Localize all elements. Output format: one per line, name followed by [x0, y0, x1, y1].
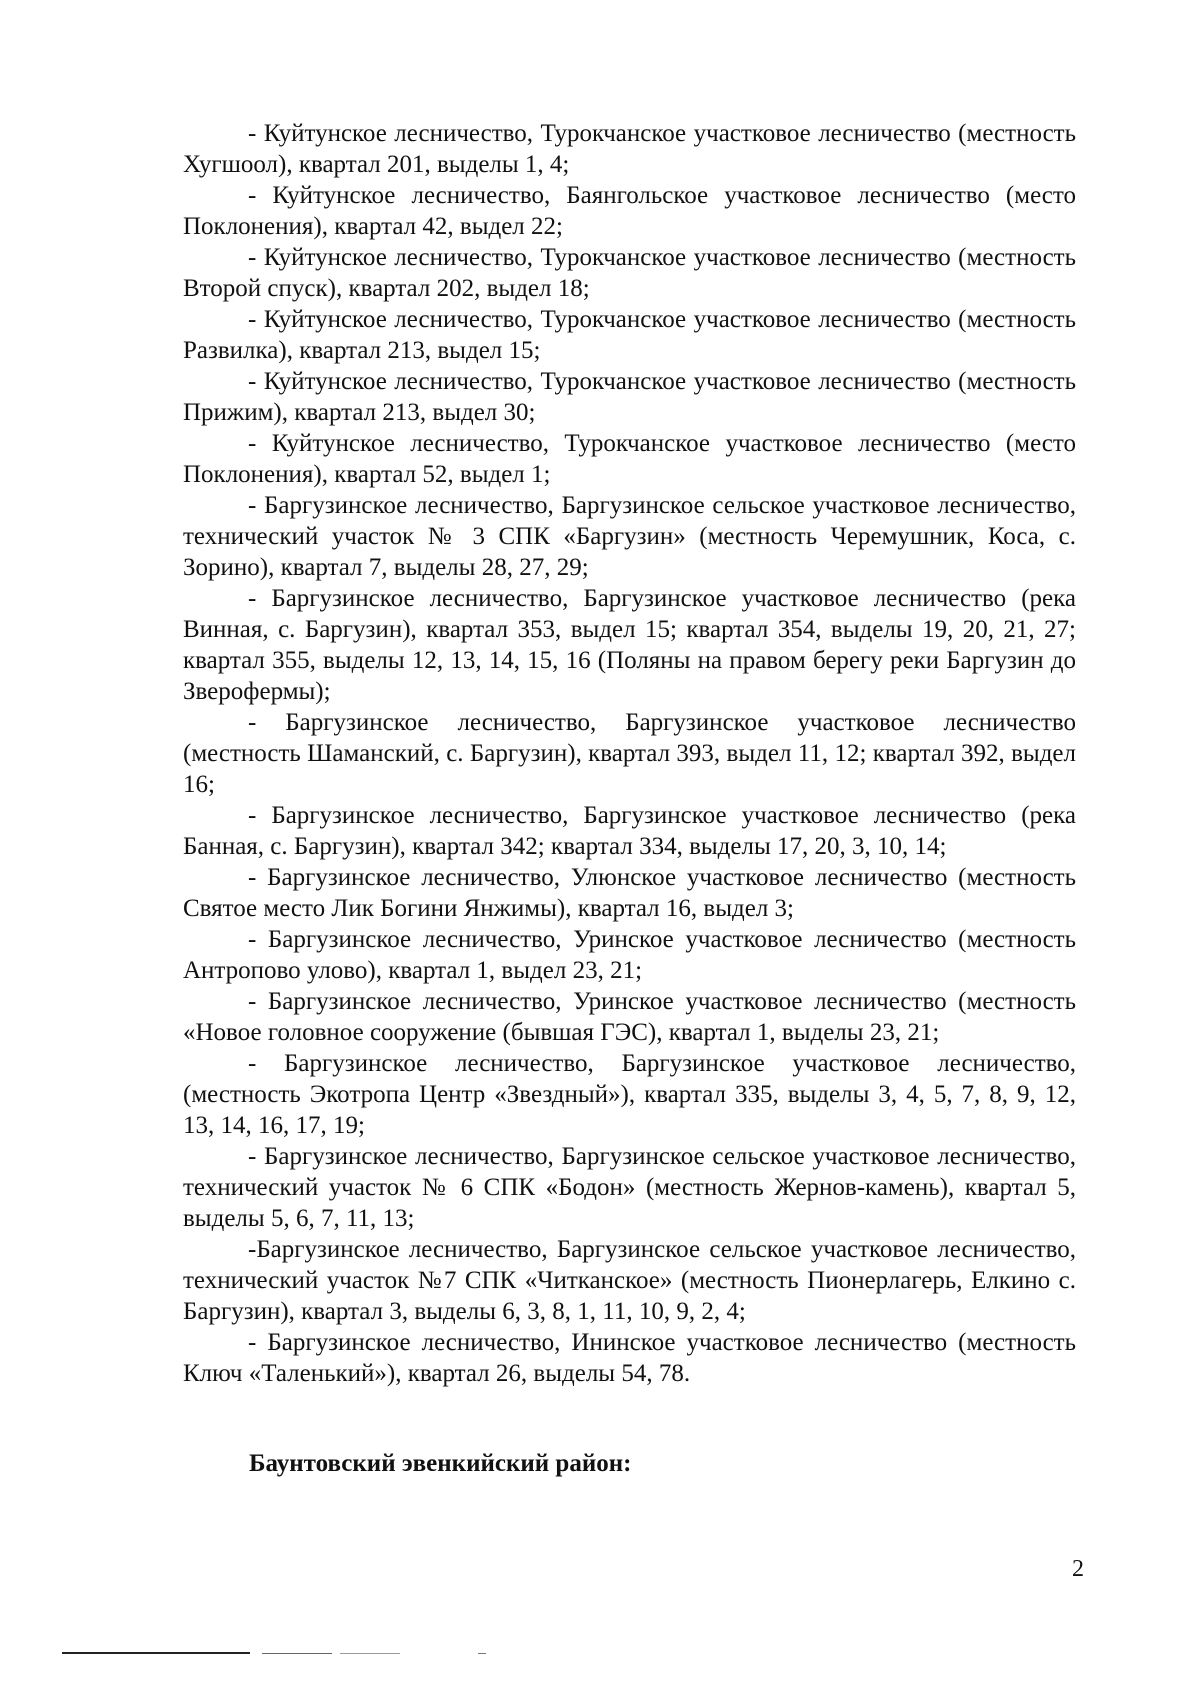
list-item: - Баргузинское лесничество, Баргузинское участковое лесничество, (местность Экотропа Центр «Звездный»), квартал 335, выделы 3, 4, 5, 7, 8, 9, 12, 13, 14, 16, 17, 19;: [183, 1050, 1076, 1139]
list-item: - Куйтунское лесничество, Турокчанское участковое лесничество (местность Второй спуск), квартал 202, выдел 18;: [183, 244, 1076, 302]
document-body: [183, 118, 1076, 1389]
list-item: - Баргузинское лесничество, Уринское участковое лесничество (местность Антропово улово), квартал 1, выдел 23, 21;: [183, 926, 1076, 984]
section-heading: Баунтовский эвенкийский район:: [249, 1450, 632, 1477]
scan-artifact-line: [478, 1653, 486, 1654]
list-item: - Баргузинское лесничество, Уринское участковое лесничество (местность «Новое головное сооружение (бывшая ГЭС), квартал 1, выделы 23, 21;: [183, 988, 1076, 1046]
list-item: - Баргузинское лесничество, Баргузинское участковое лесничество (местность Шаманский, с. Баргузин), квартал 393, выдел 11, 12; квартал 392, выдел 16;: [183, 709, 1076, 798]
list-item: - Куйтунское лесничество, Турокчанское участковое лесничество (местность Прижим), квартал 213, выдел 30;: [183, 368, 1076, 426]
list-item: - Куйтунское лесничество, Турокчанское участковое лесничество (местность Хугшоол), квартал 201, выделы 1, 4;: [183, 120, 1076, 178]
scan-artifact-line: [62, 1652, 250, 1654]
list-item: - Баргузинское лесничество, Баргузинское участковое лесничество (река Банная, с. Баргузин), квартал 342; квартал 334, выделы 17, 20, 3, 10, 14;: [183, 802, 1076, 860]
scan-artifact-line: [262, 1653, 332, 1654]
list-item: - Баргузинское лесничество, Баргузинское сельское участковое лесничество, технический участок № 6 СПК «Бодон» (местность Жернов-камень), квартал 5, выделы 5, 6, 7, 11, 13;: [183, 1143, 1076, 1232]
page-number: 2: [1072, 1556, 1084, 1582]
list-item: - Куйтунское лесничество, Баянгольское участковое лесничество (место Поклонения), квартал 42, выдел 22;: [183, 182, 1076, 240]
scan-artifact-line: [340, 1653, 400, 1654]
list-item: - Баргузинское лесничество, Ининское участковое лесничество (местность Ключ «Таленький»), квартал 26, выделы 54, 78.: [183, 1329, 1076, 1387]
list-item: - Куйтунское лесничество, Турокчанское участковое лесничество (местность Развилка), квартал 213, выдел 15;: [183, 306, 1076, 364]
list-item: - Куйтунское лесничество, Турокчанское участковое лесничество (место Поклонения), квартал 52, выдел 1;: [183, 430, 1076, 488]
list-item: - Баргузинское лесничество, Улюнское участковое лесничество (местность Святое место Лик Богини Янжимы), квартал 16, выдел 3;: [183, 864, 1076, 922]
list-item: - Баргузинское лесничество, Баргузинское сельское участковое лесничество, технический участок № 3 СПК «Баргузин» (местность Черемушник, Коса, с. Зорино), квартал 7, выделы 28, 27, 29;: [183, 492, 1076, 581]
list-item: -Баргузинское лесничество, Баргузинское сельское участковое лесничество, технический участок №7 СПК «Читканское» (местность Пионерлагерь, Елкино с. Баргузин), квартал 3, выделы 6, 3, 8, 1, 11, 10, 9, 2, 4;: [183, 1236, 1076, 1325]
list-item: - Баргузинское лесничество, Баргузинское участковое лесничество (река Винная, с. Баргузин), квартал 353, выдел 15; квартал 354, выделы 19, 20, 21, 27; квартал 355, выделы 12, 13, 14, 15, 16 (Поляны на правом берегу реки Баргузин до Зверофермы);: [183, 585, 1076, 705]
